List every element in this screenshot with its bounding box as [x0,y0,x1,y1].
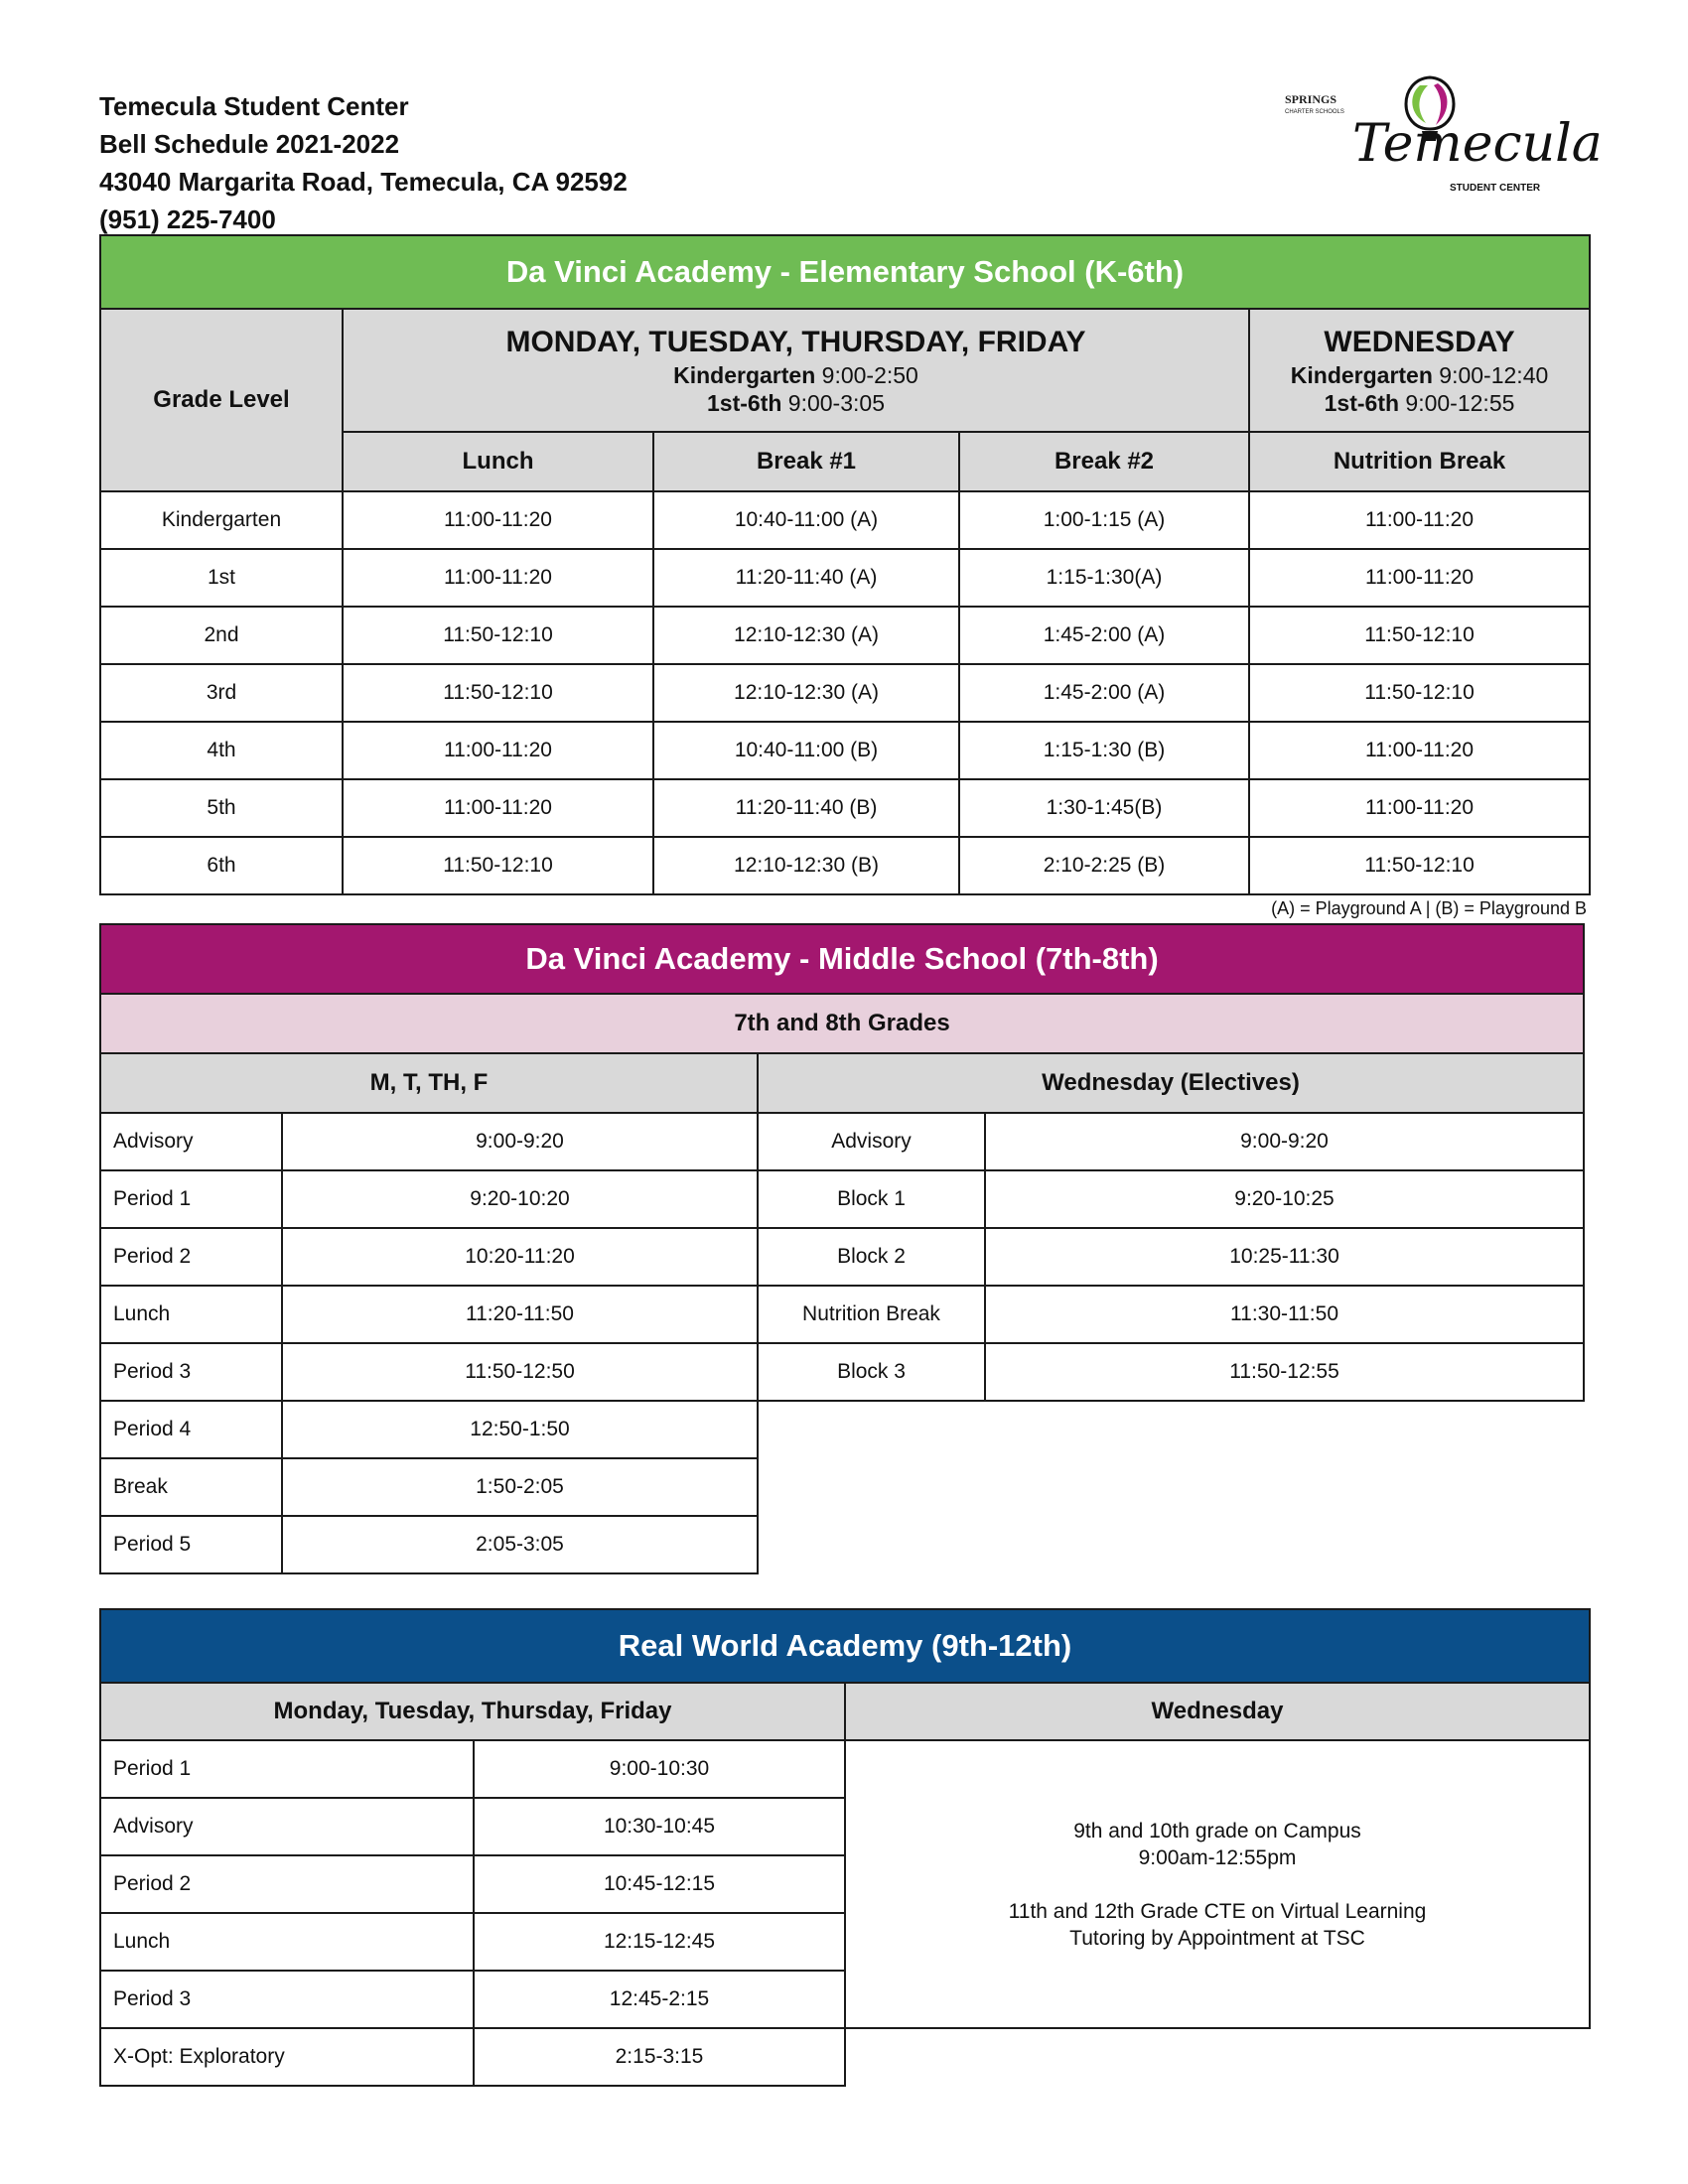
break-2-cell: 1:45-2:00 (A) [959,664,1249,722]
table-row [100,1170,1584,1228]
nutrition-break-cell: 11:00-11:20 [1249,722,1590,779]
logo-student-center: STUDENT CENTER [1450,183,1541,194]
wednesday-note-line: 11th and 12th Grade CTE on Virtual Learning [1008,1899,1427,1923]
table-row [100,1113,1584,1170]
grade-cell: 6th [100,837,343,894]
break-1-cell: 11:20-11:40 (A) [653,549,959,607]
mttf-k-hours: Kindergarten 9:00-2:50 [673,362,918,388]
middle-subtitle: 7th and 8th Grades [100,994,1584,1053]
period-time: 11:50-12:50 [282,1343,758,1401]
table-row [100,1458,1584,1516]
col-header-break-2: Break #2 [959,432,1249,491]
lunch-cell: 11:00-11:20 [343,491,653,549]
high-title: Real World Academy (9th-12th) [100,1609,1590,1683]
elementary-schedule-table [99,234,1591,895]
break-1-cell: 12:10-12:30 (A) [653,607,959,664]
wednesday-note-spacer [846,1871,1589,1898]
wednesday-note-line: Tutoring by Appointment at TSC [1069,1926,1365,1950]
nutrition-break-cell: 11:00-11:20 [1249,549,1590,607]
wed-grade-hours: 1st-6th 9:00-12:55 [1324,390,1515,416]
table-row [100,549,1590,607]
wed-block-time: 9:00-9:20 [985,1113,1584,1170]
nutrition-break-cell: 11:00-11:20 [1249,491,1590,549]
mttf-grade-hours: 1st-6th 9:00-3:05 [707,390,885,416]
period-label: Advisory [100,1798,474,1855]
break-1-cell: 11:20-11:40 (B) [653,779,959,837]
period-time: 9:20-10:20 [282,1170,758,1228]
table-row [100,779,1590,837]
period-label: Lunch [100,1286,282,1343]
logo-springs: SPRINGS [1285,92,1337,106]
period-time: 2:05-3:05 [282,1516,758,1573]
wed-day: WEDNESDAY [1324,326,1515,358]
period-time: 10:20-11:20 [282,1228,758,1286]
empty-cell [758,1458,1584,1516]
period-label: Lunch [100,1913,474,1971]
period-time: 9:00-9:20 [282,1113,758,1170]
wed-block-time: 10:25-11:30 [985,1228,1584,1286]
break-2-cell: 1:15-1:30 (B) [959,722,1249,779]
temecula-logo [1281,69,1603,199]
high-mttf-header: Monday, Tuesday, Thursday, Friday [100,1683,845,1740]
period-label: Period 5 [100,1516,282,1573]
wed-block-time: 11:30-11:50 [985,1286,1584,1343]
logo-charter: CHARTER SCHOOLS [1285,109,1344,115]
middle-school-table [99,923,1585,1574]
period-time: 10:30-10:45 [474,1798,845,1855]
table-row [100,1516,1584,1573]
nutrition-break-cell: 11:50-12:10 [1249,837,1590,894]
break-2-cell: 1:45-2:00 (A) [959,607,1249,664]
high-school-table [99,1608,1591,2087]
middle-wed-header: Wednesday (Electives) [758,1053,1584,1113]
grade-level-header: Grade Level [100,309,343,491]
period-time: 12:50-1:50 [282,1401,758,1458]
school-phone: (951) 225-7400 [99,205,276,234]
grade-cell: Kindergarten [100,491,343,549]
lunch-cell: 11:00-11:20 [343,779,653,837]
col-header-lunch: Lunch [343,432,653,491]
empty-cell [758,1516,1584,1573]
school-name: Temecula Student Center [99,91,409,121]
elementary-title: Da Vinci Academy - Elementary School (K-6th) [100,235,1590,309]
period-label: Break [100,1458,282,1516]
period-time: 11:20-11:50 [282,1286,758,1343]
break-2-cell: 2:10-2:25 (B) [959,837,1249,894]
high-wed-header: Wednesday [845,1683,1590,1740]
period-time: 12:15-12:45 [474,1913,845,1971]
period-label: Period 4 [100,1401,282,1458]
break-2-cell: 1:00-1:15 (A) [959,491,1249,549]
schedule-title: Bell Schedule 2021-2022 [99,129,400,159]
lunch-cell: 11:50-12:10 [343,607,653,664]
break-1-cell: 10:40-11:00 (B) [653,722,959,779]
period-time: 1:50-2:05 [282,1458,758,1516]
col-header-nutrition-break: Nutrition Break [1249,432,1590,491]
wed-block-label: Block 3 [758,1343,985,1401]
table-row [100,722,1590,779]
nutrition-break-cell: 11:50-12:10 [1249,664,1590,722]
grade-cell: 3rd [100,664,343,722]
wed-block-label: Nutrition Break [758,1286,985,1343]
empty-cell [845,2028,1590,2086]
table-row [100,1401,1584,1458]
table-row [100,837,1590,894]
wed-k-hours: Kindergarten 9:00-12:40 [1290,362,1549,388]
period-time: 9:00-10:30 [474,1740,845,1798]
lunch-cell: 11:00-11:20 [343,549,653,607]
period-time: 12:45-2:15 [474,1971,845,2028]
period-label: X-Opt: Exploratory [100,2028,474,2086]
mttf-days: MONDAY, TUESDAY, THURSDAY, FRIDAY [505,326,1086,358]
period-label: Period 2 [100,1855,474,1913]
period-time: 10:45-12:15 [474,1855,845,1913]
wed-block-label: Advisory [758,1113,985,1170]
period-label: Period 1 [100,1170,282,1228]
break-2-cell: 1:30-1:45(B) [959,779,1249,837]
wed-block-label: Block 2 [758,1228,985,1286]
lunch-cell: 11:50-12:10 [343,837,653,894]
col-header-break-1: Break #1 [653,432,959,491]
school-address: 43040 Margarita Road, Temecula, CA 92592 [99,167,628,197]
table-row [100,1286,1584,1343]
table-row [100,1343,1584,1401]
wednesday-note-line: 9th and 10th grade on Campus [1073,1819,1361,1843]
break-1-cell: 10:40-11:00 (A) [653,491,959,549]
lunch-cell: 11:00-11:20 [343,722,653,779]
wed-block-label: Block 1 [758,1170,985,1228]
table-row [100,491,1590,549]
period-label: Period 1 [100,1740,474,1798]
grade-cell: 1st [100,549,343,607]
period-label: Period 2 [100,1228,282,1286]
wed-block-time: 9:20-10:25 [985,1170,1584,1228]
period-label: Advisory [100,1113,282,1170]
middle-title: Da Vinci Academy - Middle School (7th-8th) [100,924,1584,994]
wednesday-note-line: 9:00am-12:55pm [1138,1845,1297,1869]
period-label: Period 3 [100,1971,474,2028]
period-label: Period 3 [100,1343,282,1401]
period-time: 2:15-3:15 [474,2028,845,2086]
grade-cell: 4th [100,722,343,779]
nutrition-break-cell: 11:00-11:20 [1249,779,1590,837]
table-row [100,607,1590,664]
wednesday-note [845,1740,1590,2028]
table-row [100,2028,1590,2086]
break-1-cell: 12:10-12:30 (A) [653,664,959,722]
lunch-cell: 11:50-12:10 [343,664,653,722]
logo-script: Temecula [1352,114,1603,174]
table-row [100,664,1590,722]
empty-cell [758,1401,1584,1458]
nutrition-break-cell: 11:50-12:10 [1249,607,1590,664]
table-row [100,1228,1584,1286]
middle-mttf-header: M, T, TH, F [100,1053,758,1113]
grade-cell: 5th [100,779,343,837]
table-row [100,1740,1590,1798]
school-header [99,87,628,238]
wed-block-time: 11:50-12:55 [985,1343,1584,1401]
grade-cell: 2nd [100,607,343,664]
break-2-cell: 1:15-1:30(A) [959,549,1249,607]
playground-legend: (A) = Playground A | (B) = Playground B [1271,898,1587,918]
wednesday-header [1249,309,1590,432]
mttf-header [343,309,1249,432]
break-1-cell: 12:10-12:30 (B) [653,837,959,894]
